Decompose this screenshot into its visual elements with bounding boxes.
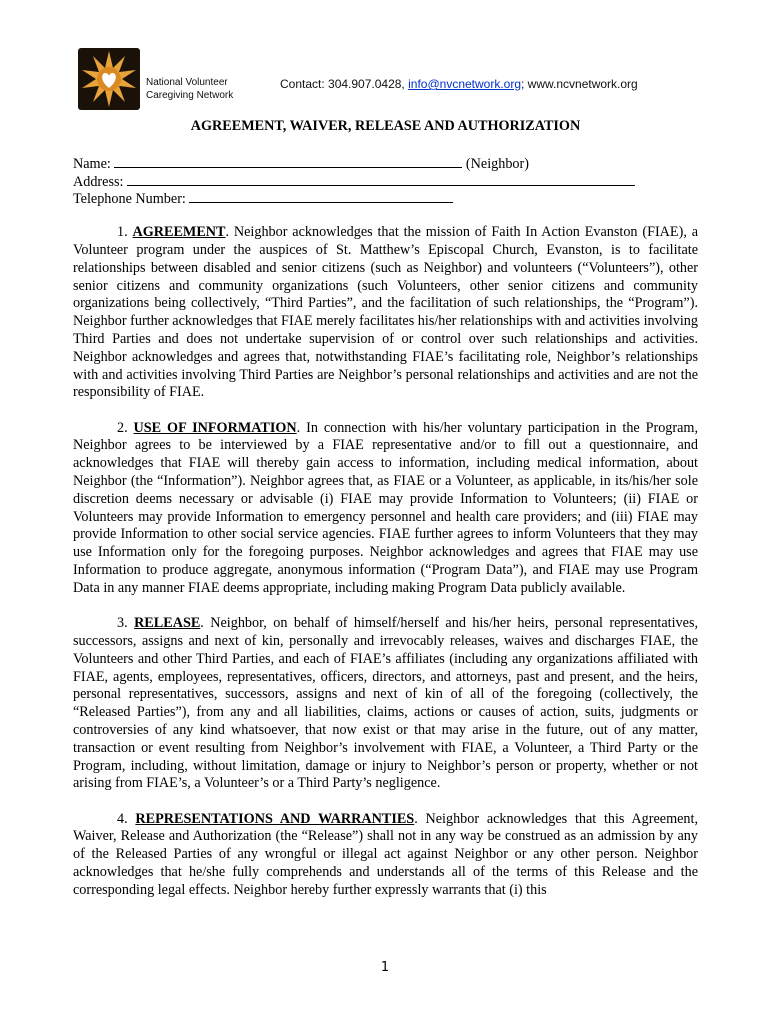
address-field: [73, 172, 698, 190]
contact-phone: Contact: 304.907.0428,: [280, 77, 409, 91]
section-number: 4.: [117, 810, 136, 827]
telephone-blank-line[interactable]: [189, 189, 453, 203]
section-agreement: [73, 224, 698, 402]
name-field: [73, 154, 698, 172]
section-title: AGREEMENT: [132, 224, 226, 241]
section-release: [73, 615, 698, 793]
sun-heart-logo-icon: [78, 48, 140, 110]
document-title: AGREEMENT, WAIVER, RELEASE AND AUTHORIZATION: [190, 118, 581, 134]
organization-name-line1: National Volunteer: [146, 77, 228, 88]
section-number: 3.: [117, 615, 135, 632]
section-body: . Neighbor acknowledges that the mission of Faith In Action Evanston (FIAE), a Volunteer program under the auspices of St. Matthew’s Episcopal Church, Evanston, is to facilitate relationships between disabled and senior citizens (such as Neighbor) and volunteers (“Volunteers”), other senior citizens and community organizations (such Volunteers, other senior citizens and community organizations being collectively, “Third Parties”, and the facilitation of such relationships, the “Program”). Neighbor further acknowledges that FIAE merely facilitates his/her relationships with and activities involving Third Parties and does not undertake supervision of or control over such relationships and activities. Neighbor acknowledges and agrees that, notwithstanding FIAE’s facilitating role, Neighbor’s relationships with and activities involving Third Parties are Neighbor’s personal relationships and activities and are not the responsibility of FIAE.: [73, 224, 699, 401]
section-title: REPRESENTATIONS AND WARRANTIES: [135, 810, 415, 827]
contact-website: ; www.ncvnetwork.org: [521, 77, 638, 91]
neighbor-info-fields: [73, 154, 698, 207]
organization-name: [146, 76, 233, 102]
contact-info: [280, 77, 638, 91]
document-body: [73, 112, 698, 917]
section-title: USE OF INFORMATION: [133, 419, 297, 436]
email-link[interactable]: info@nvcnetwork.org: [408, 77, 522, 91]
name-suffix: (Neighbor): [462, 155, 529, 172]
section-body: . In connection with his/her voluntary participation in the Program, Neighbor agrees to be interviewed by a FIAE representative and/or to fill out a questionnaire, and acknowledges that FIAE will thereby gain access to information, including medical information, about Neighbor (the “Information”). Neighbor agrees that, as FIAE or a Volunteer, as applicable, in its/his/her sole discretion deems necessary or advisable (i) FIAE may provide Information to Volunteers; (ii) FIAE or Volunteers may provide Information to emergency personnel and health care providers; and (iii) FIAE may provide Information to other social service agencies. FIAE further agrees to inform Volunteers that they may use Information only for the foregoing purposes. Neighbor acknowledges and agrees that FIAE may use Information to produce aggregate, anonymous information (“Program Data”), and FIAE may use Program Data in any manner FIAE deems appropriate, including making Program Data publicly available.: [73, 419, 699, 596]
address-blank-line[interactable]: [127, 172, 635, 186]
section-use-of-information: [73, 420, 698, 598]
telephone-field: [73, 189, 698, 207]
section-number: 1.: [117, 224, 133, 241]
section-body: . Neighbor, on behalf of himself/herself and his/her heirs, personal representatives, successors, assigns and next of kin, personally and irrevocably releases, waives and discharges FIAE, the Volunteers and other Third Parties, and each of FIAE’s affiliates (including any organizations affiliated with FIAE, agents, employees, representatives, officers, directors, and attorneys, past and present, and the heirs, personal representatives, successors, assigns and next of kin of all of the foregoing (collectively, the “Released Parties”), from any and all liabilities, claims, actions or causes of action, suits, judgments or controversies of any kind whatsoever, that now exist or that may arise in the future, out of any matter, transaction or event resulting from Neighbor’s involvement with FIAE, a Volunteer, a Third Party or the Program, including, without limitation, damage or injury to Neighbor’s person or property, whether or not arising from FIAE’s, a Volunteer’s or a Third Party’s negligence.: [73, 615, 699, 792]
section-title: RELEASE: [134, 615, 201, 632]
page-number: 1: [380, 960, 390, 975]
telephone-label: Telephone Number:: [73, 191, 190, 208]
section-number: 2.: [117, 419, 134, 436]
name-blank-line[interactable]: [114, 154, 462, 168]
address-label: Address:: [73, 173, 127, 190]
name-label: Name:: [73, 155, 115, 172]
section-representations-and-warranties: [73, 811, 698, 900]
letterhead: [78, 48, 698, 112]
section-body: . Neighbor acknowledges that this Agreement, Waiver, Release and Authorization (the “Release”) shall not in any way be construed as an admission by any of the Released Parties of any wrongful or illegal act against Neighbor or any other person. Neighbor acknowledges that he/she fully comprehends and understands all of the terms of this Release and the corresponding legal effects. Neighbor hereby further expressly warrants that (i) this: [73, 810, 698, 898]
organization-name-line2: Caregiving Network: [146, 90, 234, 101]
